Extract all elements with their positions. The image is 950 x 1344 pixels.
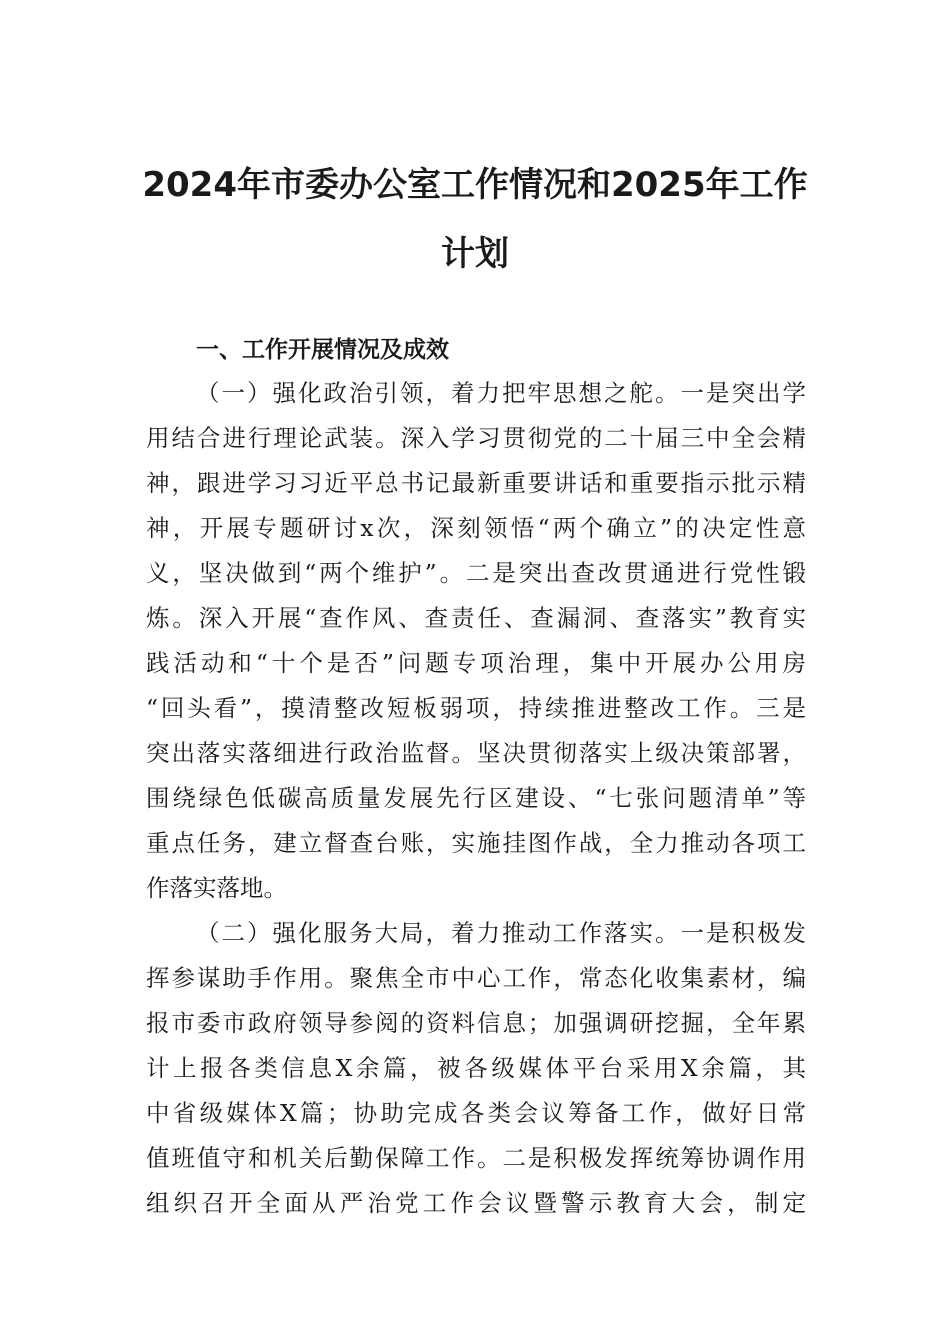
paragraph-line: （二）强化服务大局，着力推动工作落实。一是积极发	[196, 919, 806, 947]
document-title-line-1: 2024年市委办公室工作情况和2025年工作	[142, 165, 808, 205]
paragraph-line: （一）强化政治引领，着力把牢思想之舵。一是突出学	[196, 379, 806, 407]
paragraph-line: 作落实落地。	[146, 874, 287, 902]
paragraph-line: 突出落实落细进行政治监督。坚决贯彻落实上级决策部署，	[146, 739, 806, 767]
paragraph-line: 中省级媒体X篇；协助完成各类会议筹备工作，做好日常	[146, 1099, 806, 1127]
paragraph-line: 计上报各类信息X余篇，被各级媒体平台采用X余篇，其	[146, 1054, 806, 1082]
paragraph-line: 报市委市政府领导参阅的资料信息；加强调研挖掘，全年累	[146, 1009, 806, 1037]
paragraph-line: 组织召开全面从严治党工作会议暨警示教育大会，制定	[146, 1189, 806, 1217]
paragraph-line: 神，开展专题研讨x次，深刻领悟“两个确立”的决定性意	[146, 514, 806, 542]
paragraph-line: 践活动和“十个是否”问题专项治理，集中开展办公用房	[146, 649, 806, 677]
paragraph-line: “回头看”，摸清整改短板弱项，持续推进整改工作。三是	[146, 694, 806, 722]
paragraph-line: 值班值守和机关后勤保障工作。二是积极发挥统筹协调作用	[146, 1144, 806, 1172]
section-heading: 一、工作开展情况及成效	[196, 337, 449, 363]
paragraph-line: 挥参谋助手作用。聚焦全市中心工作，常态化收集素材，编	[146, 964, 806, 992]
paragraph-line: 神，跟进学习习近平总书记最新重要讲话和重要指示批示精	[146, 469, 806, 497]
paragraph-line: 炼。深入开展“查作风、查责任、查漏洞、查落实”教育实	[146, 604, 806, 632]
paragraph-line: 义，坚决做到“两个维护”。二是突出查改贯通进行党性锻	[146, 559, 806, 587]
paragraph-line: 重点任务，建立督查台账，实施挂图作战，全力推动各项工	[146, 829, 806, 857]
document-title-line-2: 计划	[441, 234, 509, 274]
paragraph-line: 用结合进行理论武装。深入学习贯彻党的二十届三中全会精	[146, 424, 806, 452]
paragraph-line: 围绕绿色低碳高质量发展先行区建设、“七张问题清单”等	[146, 784, 806, 812]
